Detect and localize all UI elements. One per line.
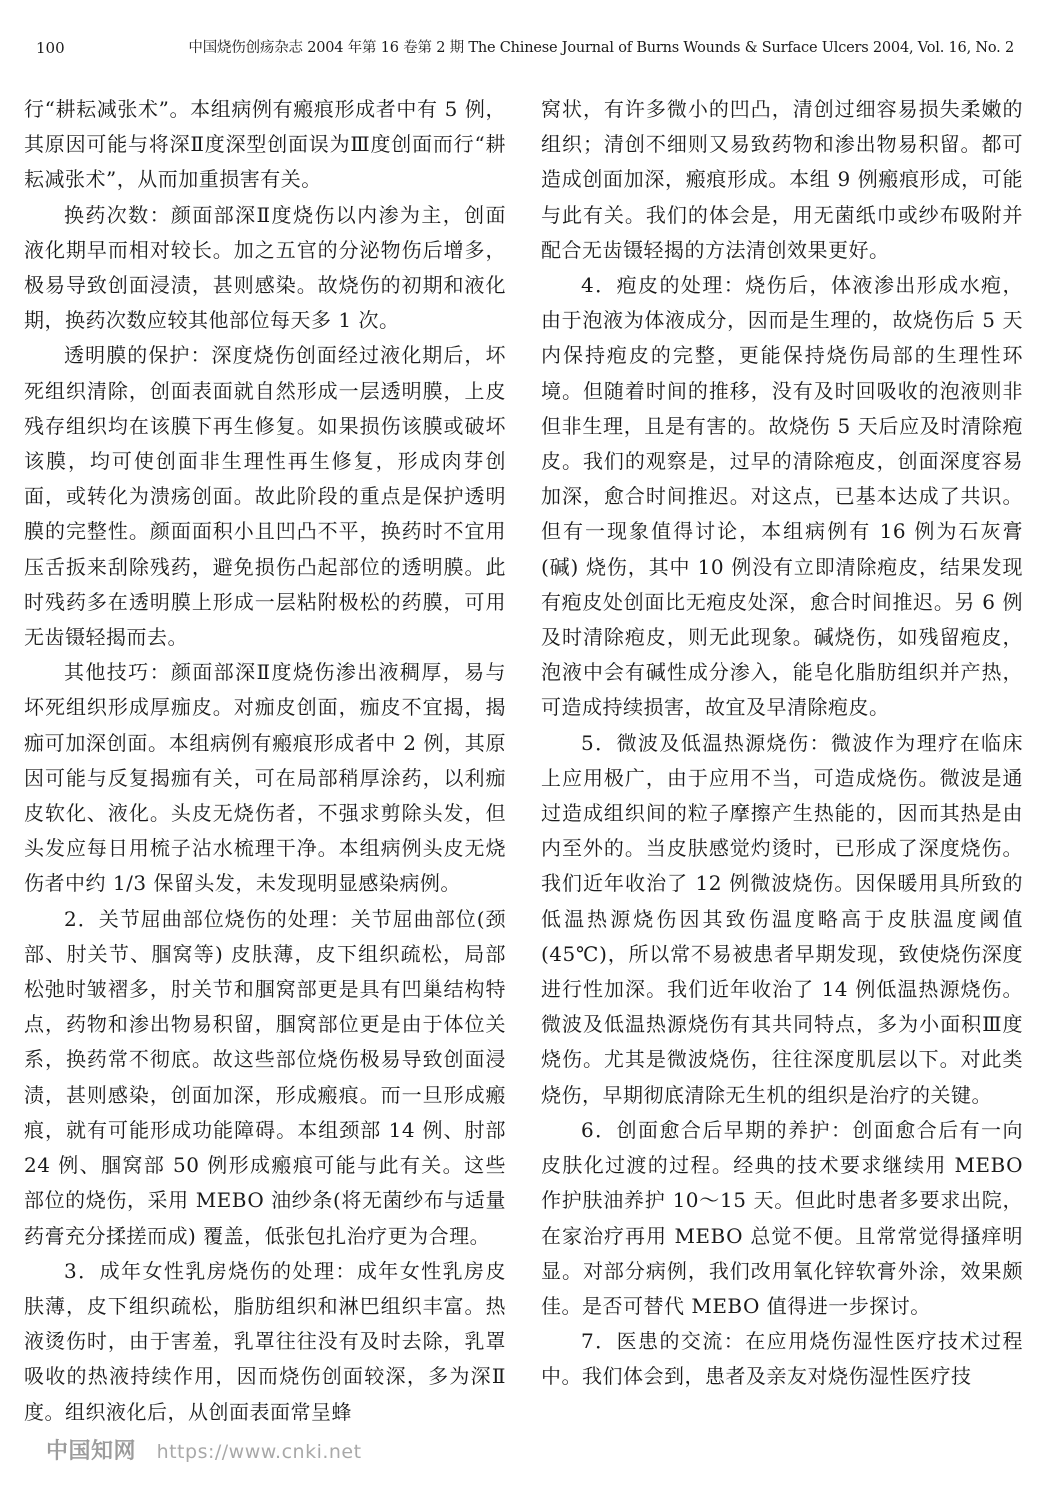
cnki-watermark (46, 1434, 362, 1465)
journal-running-head: 中国烧伤创疡杂志 2004 年第 16 卷第 2 期 The Chinese Journal of Burns Wounds & Surface Ulcers 2004, Vol. 16, No. 2 (188, 40, 1014, 56)
running-header (30, 38, 1014, 64)
paragraph: 窝状，有许多微小的凹凸，清创过细容易损失柔嫩的组织；清创不细则又易致药物和渗出物易积留。都可造成创面加深，瘢痕形成。本组 9 例瘢痕形成，可能与此有关。我们的体会是，用无菌纸巾或纱布吸附并配合无齿镊轻揭的方法清创效果更好。 (541, 97, 1023, 262)
page-number: 100 (36, 39, 65, 57)
right-column (541, 92, 1023, 1395)
paragraph: 透明膜的保护：深度烧伤创面经过液化期后，坏死组织清除，创面表面就自然形成一层透明膜，上皮残存组织均在该膜下再生修复。如果损伤该膜或破坏该膜，均可使创面非生理性再生修复，形成肉芽创面，或转化为溃疡创面。故此阶段的重点是保护透明膜的完整性。颜面面积小且凹凸不平，换药时不宜用压舌扳来刮除残药，避免损伤凸起部位的透明膜。此时残药多在透明膜上形成一层粘附极松的药膜，可用无齿镊轻揭而去。 (24, 343, 506, 650)
paragraph: 7．医患的交流：在应用烧伤湿性医疗技术过程中。我们体会到，患者及亲友对烧伤湿性医疗技 (541, 1329, 1023, 1389)
paragraph: 其他技巧：颜面部深Ⅱ度烧伤渗出液稠厚，易与坏死组织形成厚痂皮。对痂皮创面，痂皮不宜揭，揭痂可加深创面。本组病例有瘢痕形成者中 2 例，其原因可能与反复揭痂有关，可在局部稍厚涂药，以利痂皮软化、液化。头皮无烧伤者，不强求剪除头发，但头发应每日用梳子沾水梳理干净。本组病例头皮无烧伤者中约 1/3 保留头发，未发现明显感染病例。 (24, 660, 506, 896)
paragraph: 2．关节屈曲部位烧伤的处理：关节屈曲部位(颈部、肘关节、腘窝等) 皮肤薄，皮下组织疏松，局部松弛时皱褶多，肘关节和腘窝部更是具有凹巢结构特点，药物和渗出物易积留，腘窝部位更是由于体位关系，换药常不彻底。故这些部位烧伤极易导致创面浸渍，甚则感染，创面加深，形成瘢痕。而一旦形成瘢痕，就有可能形成功能障碍。本组颈部 14 例、肘部 24 例、腘窝部 50 例形成瘢痕可能与此有关。这些部位的烧伤，采用 MEBO 油纱条(将无菌纱布与适量药膏充分揉搓而成) 覆盖，低张包扎治疗更为合理。 (24, 906, 506, 1248)
paragraph: 6．创面愈合后早期的养护：创面愈合后有一向皮肤化过渡的过程。经典的技术要求继续用 MEBO 作护肤油养护 10～15 天。但此时患者多要求出院，在家治疗再用 MEBO 总觉不便。且常常觉得搔痒明显。对部分病例，我们改用氧化锌软膏外涂，效果颇佳。是否可替代 MEBO 值得进一步探讨。 (541, 1117, 1023, 1318)
paragraph: 5．微波及低温热源烧伤：微波作为理疗在临床上应用极广，由于应用不当，可造成烧伤。微波是通过造成组织间的粒子摩擦产生热能的，因而其热是由内至外的。当皮肤感觉灼烫时，已形成了深度烧伤。我们近年收治了 12 例微波烧伤。因保暖用具所致的低温热源烧伤因其致伤温度略高于皮肤温度阈值 (45℃)，所以常不易被患者早期发现，致使烧伤深度进行性加深。我们近年收治了 14 例低温热源烧伤。微波及低温热源烧伤有其共同特点，多为小面积Ⅲ度烧伤。尤其是微波烧伤，往往深度肌层以下。对此类烧伤，早期彻底清除无生机的组织是治疗的关键。 (541, 730, 1023, 1107)
left-column (24, 92, 506, 1430)
paragraph: 换药次数：颜面部深Ⅱ度烧伤以内渗为主，创面液化期早而相对较长。加之五官的分泌物伤后增多，极易导致创面浸渍，甚则感染。故烧伤的初期和液化期，换药次数应较其他部位每天多 1 次。 (24, 202, 506, 333)
watermark-logo: 中国知网 (46, 1439, 137, 1464)
paragraph: 3．成年女性乳房烧伤的处理：成年女性乳房皮肤薄，皮下组织疏松，脂肪组织和淋巴组织丰富。热液烫伤时，由于害羞，乳罩往往没有及时去除，乳罩吸收的热液持续作用，因而烧伤创面较深，多为深Ⅱ度。组织液化后，从创面表面常呈蜂 (24, 1258, 506, 1424)
watermark-url: https://www.cnki.net (156, 1441, 362, 1463)
paragraph: 4．疱皮的处理：烧伤后，体液渗出形成水疱，由于泡液为体液成分，因而是生理的，故烧伤后 5 天内保持疱皮的完整，更能保持烧伤局部的生理性环境。但随着时间的推移，没有及时回吸收的泡液则非但非生理，且是有害的。故烧伤 5 天后应及时清除疱皮。我们的观察是，过早的清除疱皮，创面深度容易加深，愈合时间推迟。对这点，已基本达成了共识。但有一现象值得讨论，本组病例有 16 例为石灰膏 (碱) 烧伤，其中 10 例没有立即清除疱皮，结果发现有疱皮处创面比无疱皮处深，愈合时间推迟。另 6 例及时清除疱皮，则无此现象。碱烧伤，如残留疱皮，泡液中会有碱性成分渗入，能皂化脂肪组织并产热，可造成持续损害，故宜及早清除疱皮。 (541, 273, 1023, 720)
paragraph: 行“耕耘减张术”。本组病例有瘢痕形成者中有 5 例，其原因可能与将深Ⅱ度深型创面误为Ⅲ度创面而行“耕耘减张术”，从而加重损害有关。 (24, 97, 506, 192)
